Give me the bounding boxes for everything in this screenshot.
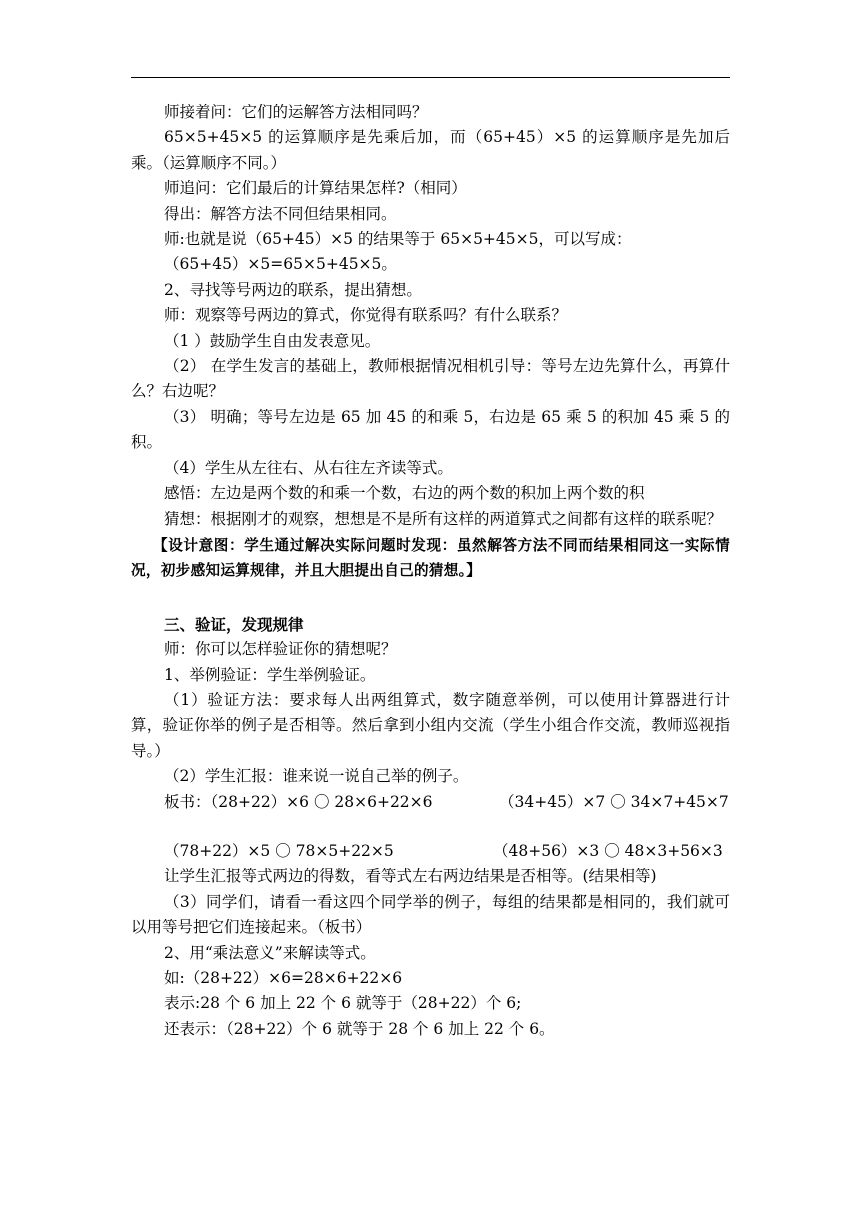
paragraph: 表示:28 个 6 加上 22 个 6 就等于（28+22）个 6; — [164, 994, 522, 1013]
paragraph: 师:也就是说（65+45）×5 的结果等于 65×5+45×5，可以写成： — [164, 230, 632, 249]
spacer — [131, 584, 730, 612]
paragraph: 让学生汇报等式两边的得数，看等式左右两边结果是否相等。(结果相等) — [164, 867, 657, 886]
paragraph: 师：观察等号两边的算式，你觉得有联系吗？有什么联系？ — [164, 306, 568, 325]
paragraph: 师追问：它们最后的计算结果怎样?（相同） — [164, 179, 467, 198]
paragraph: 师：你可以怎样验证你的猜想呢？ — [164, 640, 397, 659]
paragraph: 65×5+45×5 的运算顺序是先乘后加，而（65+45）×5 的运算顺序是先加后乘。（运算顺序不同。） — [131, 128, 730, 172]
paragraph: 如:（28+22）×6=28×6+22×6 — [164, 969, 403, 987]
board-equation: 板书：（28+22）×6 〇 28×6+22×6 — [164, 792, 433, 811]
paragraph: 得出：解答方法不同但结果相同。 — [164, 204, 397, 223]
paragraph: 2、用“乘法意义”来解读等式。 — [164, 943, 376, 962]
section-heading: 三、验证，发现规律 — [164, 614, 304, 634]
paragraph: 1、举例验证：学生举例验证。 — [164, 665, 376, 684]
paragraph: （65+45）×5=65×5+45×5。 — [164, 255, 397, 274]
document-body — [131, 100, 730, 1042]
paragraph: （1）验证方法：要求每人出两组算式，数字随意举例，可以使用计算器进行计算，验证你举的例子是否相等。然后拿到小组内交流（学生小组合作交流，教师巡视指导。） — [131, 690, 730, 760]
paragraph: 师接着问：它们的运解答方法相同吗？ — [164, 103, 428, 121]
design-intent-note: 【设计意图：学生通过解决实际问题时发现：虽然解答方法不同而结果相同这一实际情况，初步感知运算规律，并且大胆提出自己的猜想。】 — [131, 536, 730, 580]
header-rule — [131, 77, 730, 78]
paragraph: （2）学生汇报：谁来说一说自己举的例子。 — [164, 767, 469, 786]
paragraph: （2） 在学生发言的基础上，教师根据情况相机引导：等号左边先算什么，再算什么？右边呢？ — [131, 357, 730, 401]
paragraph: 猜想：根据刚才的观察，想想是不是所有这样的两道算式之间都有这样的联系呢？ — [164, 509, 723, 528]
board-equation: （48+56）×3 〇 48×3+56×3 — [493, 841, 723, 860]
paragraph: 还表示：（28+22）个 6 就等于 28 个 6 加上 22 个 6。 — [164, 1019, 555, 1038]
paragraph: （3） 明确；等号左边是 65 加 45 的和乘 5，右边是 65 乘 5 的积加 45 乘 5 的积。 — [131, 407, 730, 452]
board-row-1 — [131, 790, 730, 815]
paragraph: （1 ）鼓励学生自由发表意见。 — [164, 331, 381, 350]
paragraph: 2、寻找等号两边的联系，提出猜想。 — [164, 280, 422, 299]
paragraph: （3）同学们，请看一看这四个同学举的例子，每组的结果都是相同的，我们就可以用等号把它们连接起来。（板书） — [131, 892, 730, 937]
paragraph: （4）学生从左往右、从右往左齐读等式。 — [164, 458, 453, 477]
board-equation: （34+45）×7 〇 34×7+45×7 — [499, 792, 729, 811]
board-row-2 — [131, 839, 730, 864]
board-equation: （78+22）×5 〇 78×5+22×5 — [164, 841, 394, 860]
paragraph: 感悟：左边是两个数的和乘一个数，右边的两个数的积加上两个数的积 — [164, 484, 645, 503]
